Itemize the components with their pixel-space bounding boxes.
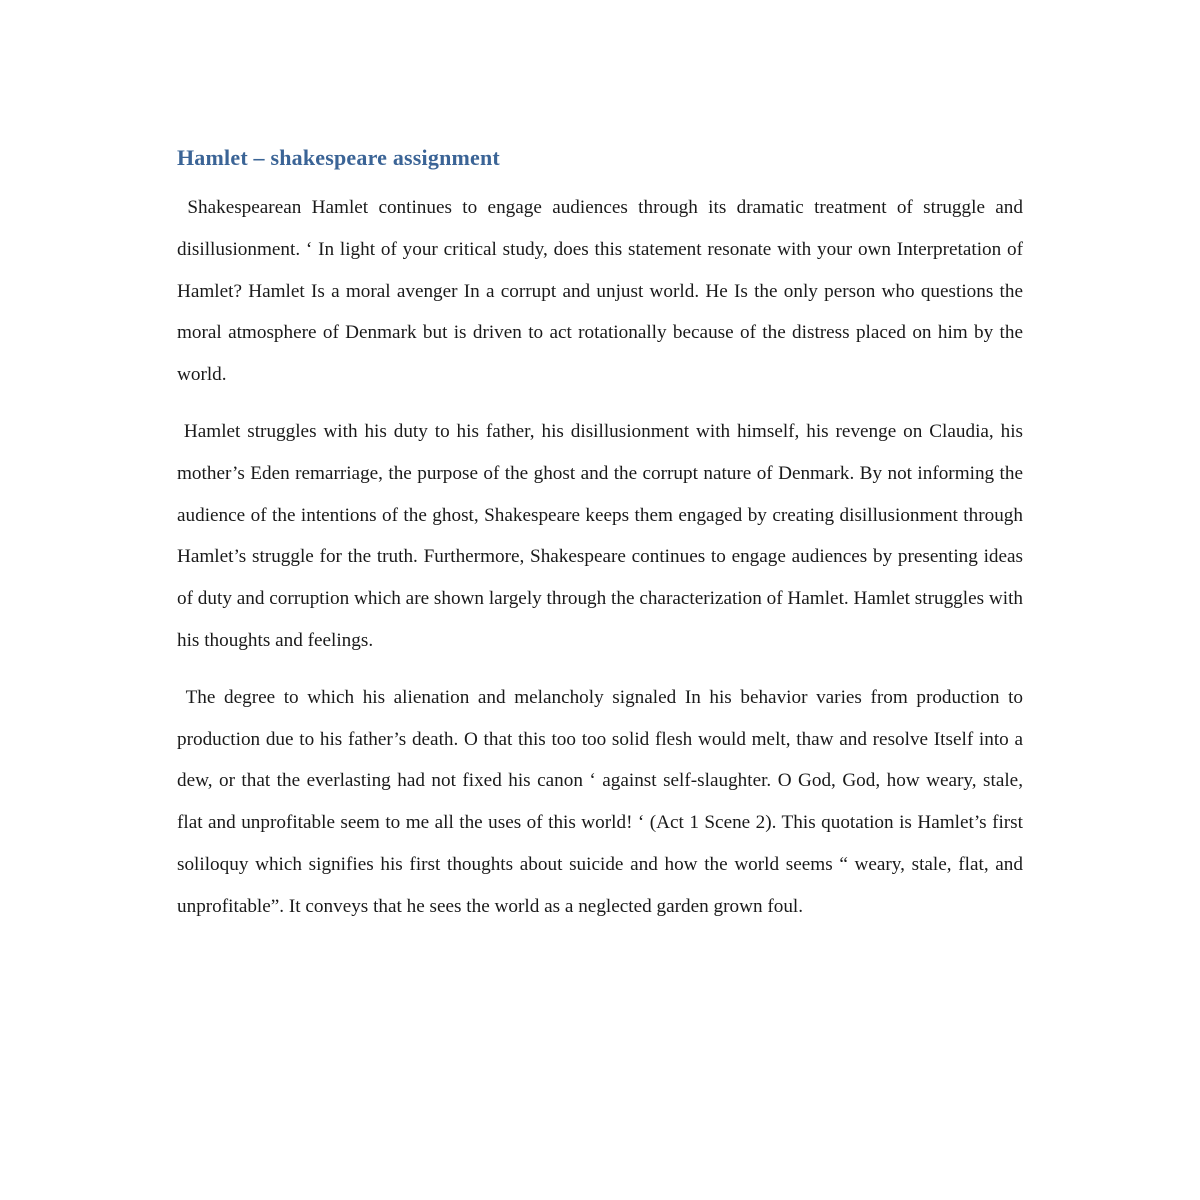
paragraph-2: Hamlet struggles with his duty to his father, his disillusionment with himself, his revenge on Claudia, his mother’s Eden remarriage, the purpose of the ghost and the corrupt nature of Denmark. By not informing the audience of the intentions of the ghost, Shakespeare keeps them engaged by creating disillusionment through Hamlet’s struggle for the truth. Furthermore, Shakespeare continues to engage audiences by presenting ideas of duty and corruption which are shown largely through the characterization of Hamlet. Hamlet struggles with his thoughts and feelings. bbox=[177, 420, 1023, 651]
paragraph-1: Shakespearean Hamlet continues to engage audiences through its dramatic treatment of struggle and disillusionment. ‘ In light of your critical study, does this statement resonate with your own Interpretation of Hamlet? Hamlet Is a moral avenger In a corrupt and unjust world. He Is the only person who questions the moral atmosphere of Denmark but is driven to act rotationally because of the distress placed on him by the world. bbox=[177, 197, 1023, 386]
document-title: Hamlet – shakespeare assignment bbox=[177, 145, 500, 170]
paragraph-3: The degree to which his alienation and melancholy signaled In his behavior varies from production to production due to his father’s death. O that this too too solid flesh would melt, thaw and resolve Itself into a dew, or that the everlasting had not fixed his canon ‘ against self-slaughter. O God, God, how weary, stale, flat and unprofitable seem to me all the uses of this world! ‘ (Act 1 Scene 2). This quotation is Hamlet’s first soliloquy which signifies his first thoughts about suicide and how the world seems “ weary, stale, flat, and unprofitable”. It conveys that he sees the world as a neglected garden grown foul. bbox=[177, 686, 1023, 917]
document-page bbox=[177, 141, 1023, 943]
